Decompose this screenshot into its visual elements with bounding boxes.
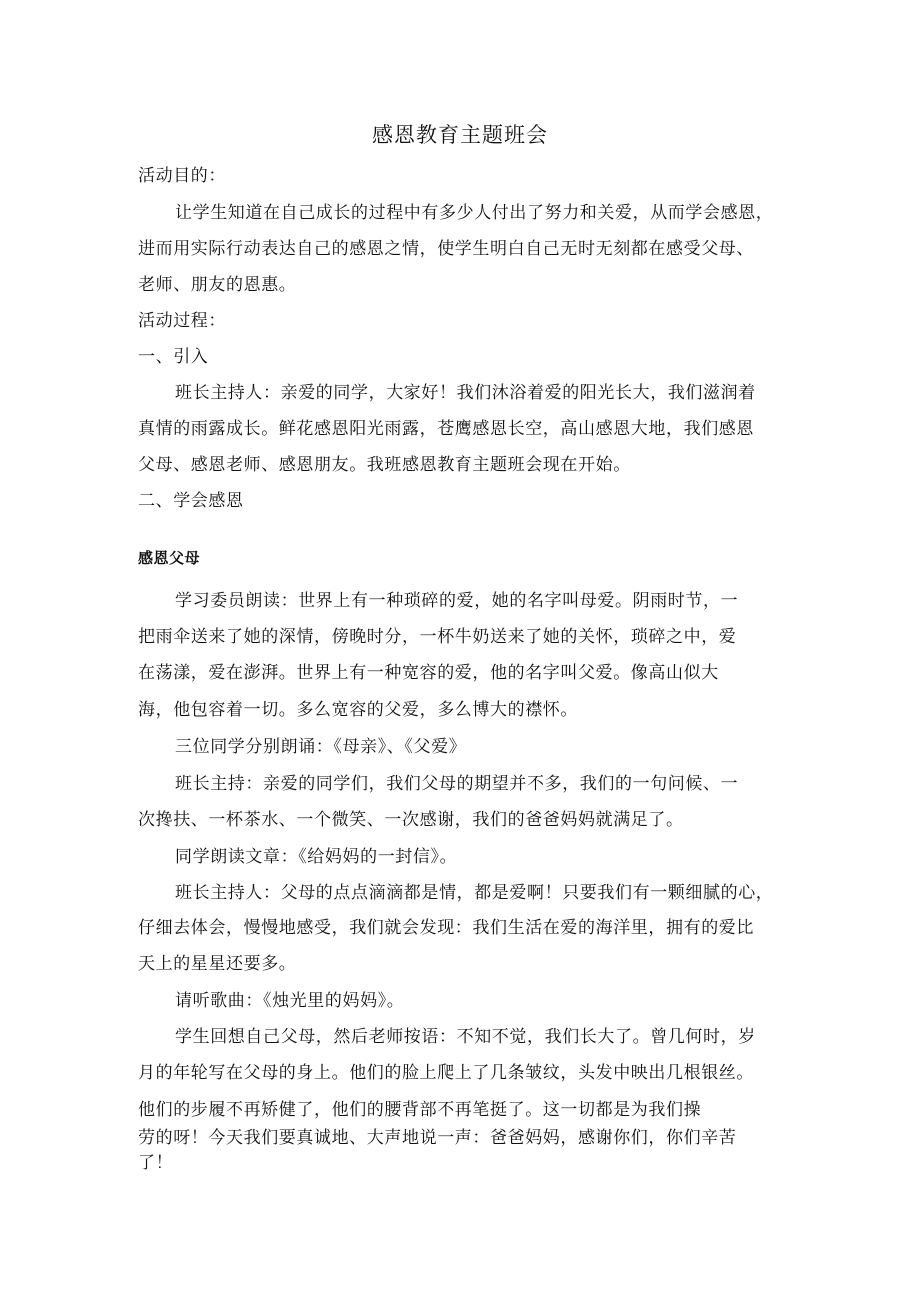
text-line: 一、引入 <box>138 347 209 367</box>
text-line: 真情的雨露成长。鲜花感恩阳光雨露，苍鹰感恩长空，高山感恩大地，我们感恩 <box>138 419 754 439</box>
text-line: 月的年轮写在父母的身上。他们的脸上爬上了几条皱纹，头发中映出几根银丝。 <box>138 1063 754 1083</box>
text-line: 进而用实际行动表达自己的感恩之情，使学生明白自己无时无刻都在感受父母、 <box>138 239 754 259</box>
text-line: 了！ <box>138 1153 174 1173</box>
text-line: 劳的呀！今天我们要真诚地、大声地说一声：爸爸妈妈，感谢你们，你们辛苦 <box>138 1128 737 1148</box>
text-line: 他们的步履不再矫健了，他们的腰背部不再笔挺了。这一切都是为我们操 <box>138 1100 702 1120</box>
text-line: 学生回想自己父母，然后老师按语：不知不觉，我们长大了。曾几何时，岁 <box>175 1027 756 1047</box>
text-line: 活动目的： <box>138 166 226 186</box>
text-line: 三位同学分别朗诵：《母亲》、《父爱》 <box>175 737 467 757</box>
text-line: 请听歌曲：《烛光里的妈妈》。 <box>175 991 405 1011</box>
text-line: 父母、感恩老师、感恩朋友。我班感恩教育主题班会现在开始。 <box>138 455 631 475</box>
text-line: 天上的星星还要多。 <box>138 954 297 974</box>
text-line: 班长主持人：父母的点点滴滴都是情，都是爱啊！只要我们有一颗细腻的心， <box>175 883 774 903</box>
text-line: 活动过程： <box>138 311 226 331</box>
text-line: 班长主持：亲爱的同学们，我们父母的期望并不多，我们的一句问候、一 <box>175 774 739 794</box>
text-line: 海，他包容着一切。多么宽容的父爱，多么博大的襟怀。 <box>138 700 578 720</box>
text-line: 让学生知道在自己成长的过程中有多少人付出了努力和关爱，从而学会感恩， <box>175 203 774 223</box>
text-line: 班长主持人：亲爱的同学，大家好！我们沐浴着爱的阳光长大，我们滋润着 <box>175 383 756 403</box>
section-heading: 感恩父母 <box>138 549 201 567</box>
text-line: 学习委员朗读：世界上有一种琐碎的爱，她的名字叫母爱。阴雨时节，一 <box>175 591 739 611</box>
text-line: 仔细去体会，慢慢地感受，我们就会发现：我们生活在爱的海洋里，拥有的爱比 <box>138 918 754 938</box>
text-line: 老师、朋友的恩惠。 <box>138 275 297 295</box>
document-title: 感恩教育主题班会 <box>372 123 548 147</box>
text-line: 同学朗读文章：《给妈妈的一封信》。 <box>175 847 458 867</box>
text-line: 次搀扶、一杯茶水、一个微笑、一次感谢，我们的爸爸妈妈就满足了。 <box>138 810 684 830</box>
text-line: 在荡漾，爱在澎湃。世界上有一种宽容的爱，他的名字叫父爱。像高山似大 <box>138 663 719 683</box>
text-line: 二、学会感恩 <box>138 491 244 511</box>
text-line: 把雨伞送来了她的深情，傍晚时分，一杯牛奶送来了她的关怀，琐碎之中，爱 <box>138 627 737 647</box>
